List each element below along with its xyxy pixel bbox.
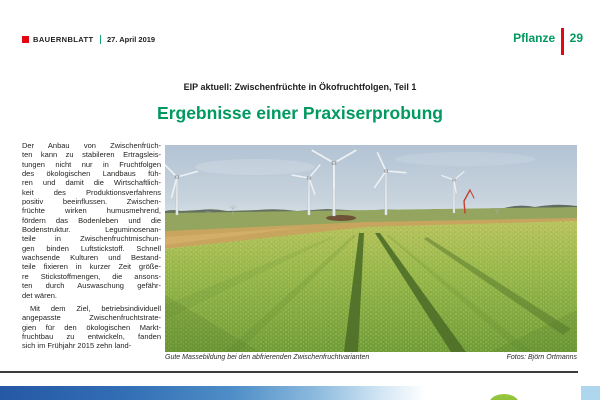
- body-text-line: ten durch Auswaschung gefähr-: [22, 281, 161, 291]
- body-text-line: fördern das Bodenleben und die: [22, 215, 161, 225]
- body-text-line: Mit dem Ziel, betriebsindividuell: [30, 303, 161, 313]
- body-text-line: des ökologischen Landbaus füh-: [22, 169, 161, 179]
- body-text-line: ten kann zu stabileren Ertragsleis-: [22, 150, 161, 160]
- body-text-line: früchte wirken humusmehrend,: [22, 206, 161, 216]
- body-text-line: re Stickstoffmengen, die ansons-: [22, 271, 161, 281]
- article-photo: [165, 145, 577, 352]
- body-text-line: wachsende Kulturen und Bestand-: [22, 253, 161, 263]
- brand-mark-icon: [22, 36, 29, 43]
- headline: Ergebnisse einer Praxiserprobung: [157, 103, 443, 123]
- masthead-right: [513, 28, 583, 55]
- section-divider-rule: [0, 371, 578, 373]
- body-text-line: gen binden Luftstickstoff. Schnell: [22, 243, 161, 253]
- dirt-patch: [326, 215, 356, 221]
- paragraph: [22, 304, 161, 351]
- body-text-line: sich im Frühjahr 2015 zehn land-: [22, 341, 132, 351]
- field-photo-illustration: [165, 145, 577, 352]
- issue-date: 27. April 2019: [107, 35, 156, 44]
- body-text-line: ren und damit die Wirtschaftlich-: [22, 178, 161, 188]
- photo-caption: Gute Massebildung bei den abfrierenden Zwischenfruchtvarianten: [165, 354, 370, 361]
- photo-credit: Fotos: Björn Ortmanns: [506, 354, 577, 361]
- page-number: 29: [569, 31, 583, 45]
- body-text-line: det wären.: [22, 290, 58, 300]
- body-text-line: positiv beeinflussen. Zwischen-: [22, 197, 161, 207]
- green-logo-icon: [489, 394, 519, 400]
- body-text-line: fruchtbau zu entwickeln, fanden: [22, 331, 161, 341]
- paragraph: [22, 141, 161, 300]
- body-text-line: gien für den ökologischen Markt-: [22, 322, 161, 332]
- body-text-line: Bodenstruktur. Leguminosenan-: [22, 225, 161, 235]
- article-column: [22, 141, 161, 351]
- caption-row: [165, 354, 577, 361]
- page-number-rule: [561, 28, 564, 55]
- body-text-line: Der Anbau von Zwischenfrüch-: [22, 141, 161, 150]
- body-text-line: angepasste Zwischenfruchtstrate-: [22, 313, 161, 323]
- brand-name: BAUERNBLATT: [33, 35, 94, 44]
- next-section-blue-bar: [0, 386, 425, 400]
- body-text-line: teile in Zwischenfruchtmischun-: [22, 234, 161, 244]
- body-text-line: tungen nicht nur in Fruchtfolgen: [22, 159, 161, 169]
- masthead-separator: [100, 35, 102, 44]
- next-section-blue-block: [581, 386, 600, 400]
- kicker: EIP aktuell: Zwischenfrüchte in Ökofruchtfolgen, Teil 1: [183, 82, 417, 92]
- masthead-left: [22, 34, 155, 45]
- body-text-line: keit des Produktionsverfahrens: [22, 187, 161, 197]
- body-text-line: teile fixieren in kurzer Zeit größe-: [22, 262, 161, 272]
- section-label: Pflanze: [513, 31, 556, 45]
